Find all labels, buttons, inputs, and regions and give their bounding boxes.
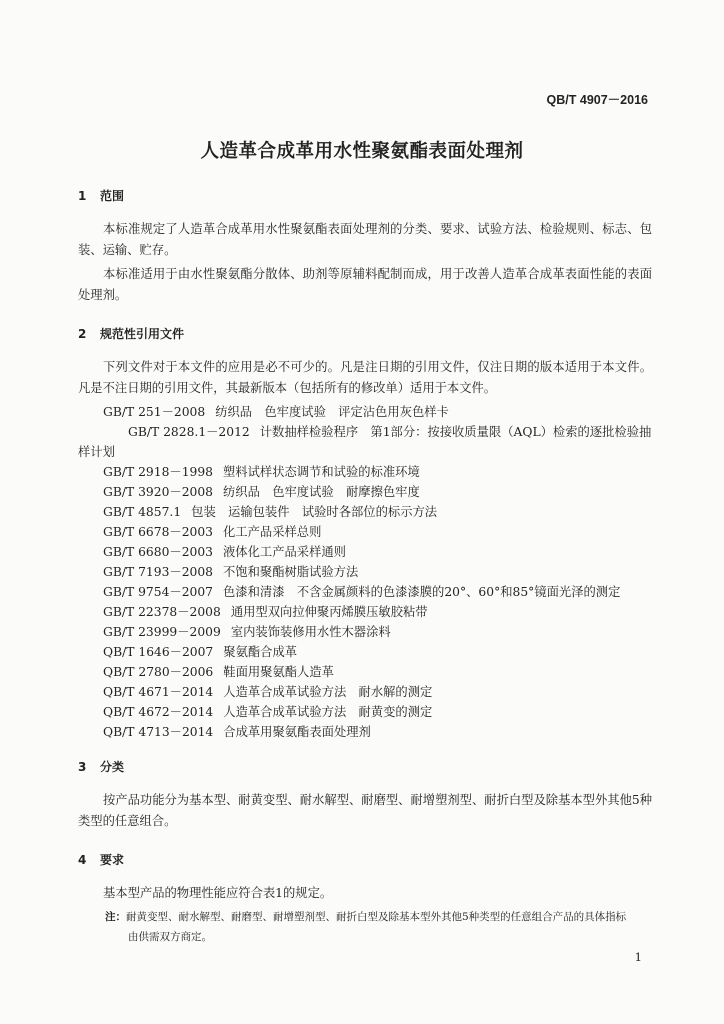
reference-title: 液体化工产品采样通则: [223, 545, 346, 559]
reference-title: 塑料试样状态调节和试验的标准环境: [223, 465, 420, 479]
reference-title: 人造革合成革试验方法 耐水解的测定: [223, 685, 433, 699]
reference-title: 色漆和清漆 不含金属颜料的色漆漆膜的20°、60°和85°镜面光泽的测定: [223, 585, 621, 599]
section-3-heading: [78, 758, 652, 776]
reference-code: QB/T 2780－2006: [103, 665, 214, 679]
reference-item: [78, 582, 652, 602]
reference-item: [78, 562, 652, 582]
reference-item: [78, 482, 652, 502]
reference-title: 纺织品 色牢度试验 耐摩擦色牢度: [223, 485, 420, 499]
reference-item: [78, 722, 652, 742]
section-number: 3: [78, 760, 87, 774]
scope-paragraph: 本标准规定了人造革合成革用水性聚氨酯表面处理剂的分类、要求、试验方法、检验规则、标志、包装、运输、贮存。: [78, 222, 652, 257]
classification-paragraph: 按产品功能分为基本型、耐黄变型、耐水解型、耐磨型、耐增塑剂型、耐折白型及除基本型外其他5种类型的任意组合。: [78, 793, 652, 828]
reference-list: [78, 402, 652, 742]
reference-title: 计数抽样检验程序 第1部分：按接收质量限（AQL）检索的逐批检验抽样计划: [78, 425, 652, 459]
scope-paragraph: 本标准适用于由水性聚氨酯分散体、助剂等原辅料配制而成，用于改善人造革合成革表面性能的表面处理剂。: [78, 267, 652, 302]
section-4-heading: [78, 851, 652, 869]
reference-title: 室内装饰装修用水性木器涂料: [230, 625, 391, 639]
reference-code: QB/T 4672－2014: [103, 705, 214, 719]
section-number: 1: [78, 189, 87, 203]
reference-code: GB/T 2828.1－2012: [128, 425, 250, 439]
reference-item: [78, 462, 652, 482]
section-title: 分类: [100, 760, 125, 774]
reference-title: 纺织品 色牢度试验 评定沾色用灰色样卡: [215, 405, 449, 419]
reference-item: [78, 502, 652, 522]
section-2-heading: [78, 325, 652, 343]
section-title: 规范性引用文件: [100, 327, 185, 341]
note-text: 耐黄变型、耐水解型、耐磨型、耐增塑剂型、耐折白型及除基本型外其他5种类型的任意组合产品的具体指标: [126, 911, 627, 923]
reference-item: [78, 642, 652, 662]
page-number: 1: [634, 950, 642, 964]
reference-item: [78, 682, 652, 702]
reference-item: [78, 622, 652, 642]
reference-item: [78, 542, 652, 562]
section-number: 4: [78, 853, 87, 867]
reference-code: QB/T 4713－2014: [103, 725, 214, 739]
reference-title: 化工产品采样总则: [223, 525, 322, 539]
note: [78, 907, 652, 927]
reference-title: 鞋面用聚氨酯人造革: [223, 665, 334, 679]
reference-code: GB/T 3920－2008: [103, 485, 213, 499]
reference-title: 人造革合成革试验方法 耐黄变的测定: [223, 705, 433, 719]
reference-item: [78, 602, 652, 622]
requirements-paragraph: 基本型产品的物理性能应符合表1的规定。: [103, 886, 333, 900]
reference-title: 通用型双向拉伸聚丙烯膜压敏胶粘带: [230, 605, 428, 619]
reference-code: GB/T 7193－2008: [103, 565, 213, 579]
note-continuation: 由供需双方商定。: [128, 931, 212, 943]
reference-code: GB/T 251－2008: [103, 405, 206, 419]
reference-code: GB/T 22378－2008: [103, 605, 221, 619]
reference-title: 合成革用聚氨酯表面处理剂: [223, 725, 371, 739]
reference-item: [78, 522, 652, 542]
section-number: 2: [78, 327, 87, 341]
reference-code: QB/T 1646－2007: [103, 645, 214, 659]
section-1-heading: [78, 187, 652, 205]
reference-code: GB/T 4857.1: [103, 505, 182, 519]
reference-item: [78, 422, 652, 462]
reference-code: GB/T 6678－2003: [103, 525, 213, 539]
reference-code: GB/T 9754－2007: [103, 585, 213, 599]
reference-item: [78, 402, 652, 422]
standard-code: QB/T 4907－2016: [546, 93, 648, 107]
section-title: 要求: [100, 853, 125, 867]
section-title: 范围: [100, 189, 125, 203]
reference-title: 聚氨酯合成革: [223, 645, 298, 659]
document-body: [78, 187, 652, 947]
reference-title: 不饱和聚酯树脂试验方法: [223, 565, 359, 579]
reference-code: GB/T 6680－2003: [103, 545, 213, 559]
reference-item: [78, 702, 652, 722]
reference-title: 包装 运输包装件 试验时各部位的标示方法: [191, 505, 438, 519]
document-title: 人造革合成革用水性聚氨酯表面处理剂: [200, 141, 524, 162]
references-intro: 下列文件对于本文件的应用是必不可少的。凡是注日期的引用文件，仅注日期的版本适用于本文件。凡是不注日期的引用文件，其最新版本（包括所有的修改单）适用于本文件。: [78, 360, 652, 395]
reference-code: GB/T 2918－1998: [103, 465, 213, 479]
reference-item: [78, 662, 652, 682]
reference-code: QB/T 4671－2014: [103, 685, 214, 699]
note-label: 注：: [105, 911, 126, 923]
reference-code: GB/T 23999－2009: [103, 625, 221, 639]
